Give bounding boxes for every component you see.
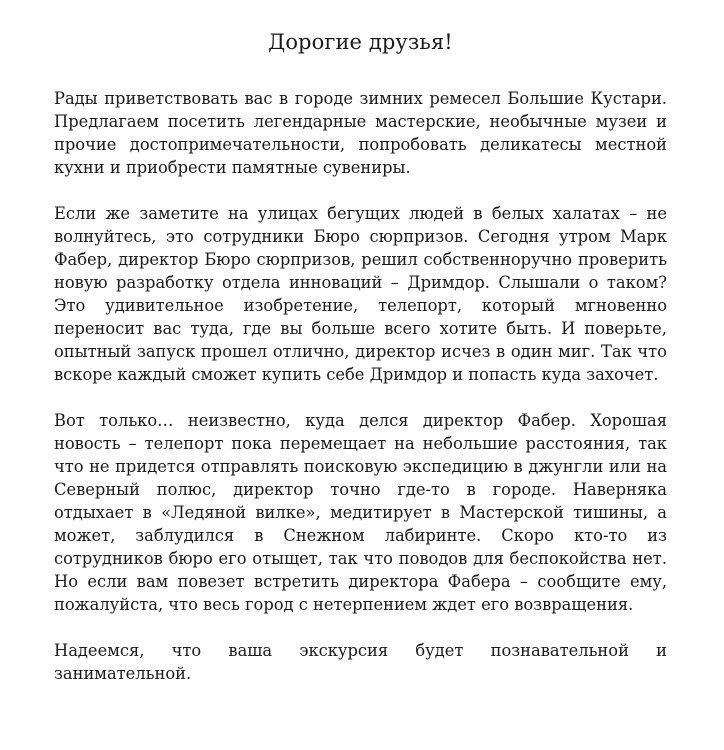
paragraph-dreamdoor: Если же заметите на улицах бегущих людей в белых халатах – не волнуйтесь, это сотрудники Бюро сюрпризов. Сегодня утром Марк Фабер, директор Бюро сюрпризов, решил собственноручно проверить новую разработку отдела инноваций – Дримдор. Слышали о таком? Это удивительное изобретение, телепорт, который мгновенно переносит вас туда, где вы больше всего хотите быть. И поверьте, опытный запуск прошел отлично, директор исчез в один миг. Так что вскоре каждый сможет купить себе Дримдор и попасть куда захочет. [54,204,667,384]
paragraph-closing: Надеемся, что ваша экскурсия будет познавательной и занимательной. [54,641,667,683]
paragraph-welcome: Рады приветствовать вас в городе зимних ремесел Большие Кустари. Предлагаем посетить легендарные мастерские, необычные музеи и прочие достопримечательности, попробовать деликатесы местной кухни и приобрести памятные сувениры. [54,89,667,177]
paragraph-missing-director: Вот только… неизвестно, куда делся директор Фабер. Хорошая новость – телепорт пока перемещает на небольшие расстояния, так что не придется отправлять поисковую экспедицию в джунгли или на Северный полюс, директор точно где-то в городе. Наверняка отдыхает в «Ледяной вилке», медитирует в Мастерской тишины, а может, заблудился в Снежном лабиринте. Скоро кто-то из сотрудников бюро его отыщет, так что поводов для беспокойства нет. Но если вам повезет встретить директора Фабера – сообщите ему, пожалуйста, что весь город с нетерпением ждет его возвращения. [54,411,667,614]
letter-title: Дорогие друзья! [268,30,453,54]
